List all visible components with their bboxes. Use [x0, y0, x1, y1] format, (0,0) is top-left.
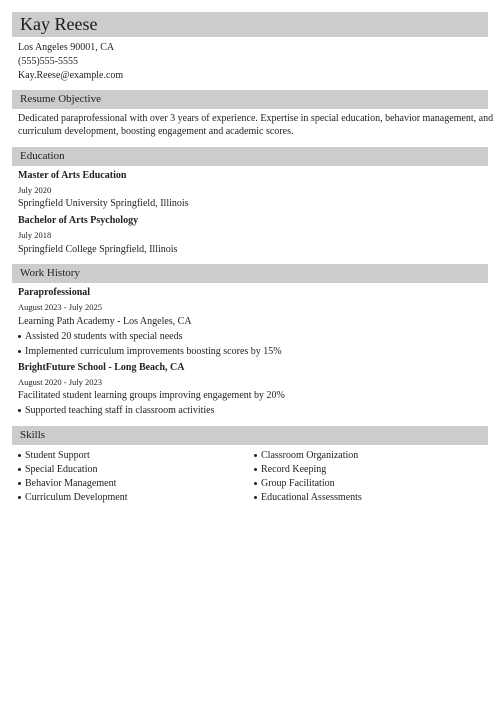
skill-text: Special Education — [25, 464, 98, 475]
education-degree: Bachelor of Arts Psychology — [18, 215, 139, 226]
objective-text-line-2: curriculum development, boosting engagement and academic scores. — [18, 126, 294, 137]
contact-address: Los Angeles 90001, CA — [18, 42, 115, 53]
skills-section-title: Skills — [20, 429, 46, 441]
skills-section-bar — [12, 426, 488, 445]
education-section-title: Education — [20, 150, 65, 162]
education-degree: Master of Arts Education — [18, 170, 127, 181]
skill-item — [25, 477, 116, 490]
bullet-icon — [18, 468, 21, 471]
skill-text: Curriculum Development — [25, 492, 128, 503]
name-header-bar — [12, 12, 488, 37]
skill-text: Group Facilitation — [261, 478, 335, 489]
skill-text: Classroom Organization — [261, 450, 359, 461]
bullet-icon — [254, 496, 257, 499]
contact-email: Kay.Reese@example.com — [18, 70, 124, 81]
skill-text: Behavior Management — [25, 478, 117, 489]
bullet-icon — [18, 454, 21, 457]
bullet-icon — [18, 409, 21, 412]
education-school: Springfield University Springfield, Illinois — [18, 198, 189, 209]
bullet-icon — [18, 496, 21, 499]
skill-item — [261, 449, 358, 462]
education-date: July 2020 — [18, 185, 52, 195]
candidate-name: Kay Reese — [20, 14, 98, 34]
job-role: BrightFuture School - Long Beach, CA — [18, 362, 185, 373]
job-bullet-text: Supported teaching staff in classroom activities — [25, 405, 215, 416]
job-employer: Learning Path Academy - Los Angeles, CA — [18, 316, 192, 327]
education-section-bar — [12, 147, 488, 166]
skill-text: Educational Assessments — [261, 492, 362, 503]
job-role: Paraprofessional — [18, 287, 91, 298]
skill-text: Record Keeping — [261, 464, 327, 475]
job-bullet — [25, 330, 182, 343]
bullet-icon — [18, 335, 21, 338]
contact-phone: (555)555-5555 — [18, 56, 78, 67]
skill-text: Student Support — [25, 450, 90, 461]
job-employer: Facilitated student learning groups improving engagement by 20% — [18, 390, 285, 401]
job-dates: August 2023 - July 2025 — [18, 302, 103, 312]
job-bullet-text: Implemented curriculum improvements boosting scores by 15% — [25, 346, 282, 357]
job-dates: August 2020 - July 2023 — [18, 377, 103, 387]
objective-section-title: Resume Objective — [20, 93, 101, 105]
objective-text-line-1: Dedicated paraprofessional with over 3 years of experience. Expertise in special education, behavior management, and — [18, 113, 494, 124]
job-bullet — [25, 404, 215, 417]
job-bullet-text: Assisted 20 students with special needs — [25, 331, 183, 342]
bullet-icon — [18, 482, 21, 485]
skill-item — [261, 463, 326, 476]
objective-section-bar — [12, 90, 488, 109]
education-school: Springfield College Springfield, Illinois — [18, 244, 178, 255]
work-section-bar — [12, 264, 488, 283]
work-section-title: Work History — [20, 267, 80, 279]
education-date: July 2018 — [18, 230, 52, 240]
bullet-icon — [18, 350, 21, 353]
skill-item — [25, 463, 97, 476]
skill-item — [25, 449, 90, 462]
skill-item — [261, 477, 335, 490]
skill-item — [261, 491, 362, 504]
job-bullet — [25, 345, 282, 358]
bullet-icon — [254, 454, 257, 457]
bullet-icon — [254, 482, 257, 485]
skill-item — [25, 491, 127, 504]
bullet-icon — [254, 468, 257, 471]
